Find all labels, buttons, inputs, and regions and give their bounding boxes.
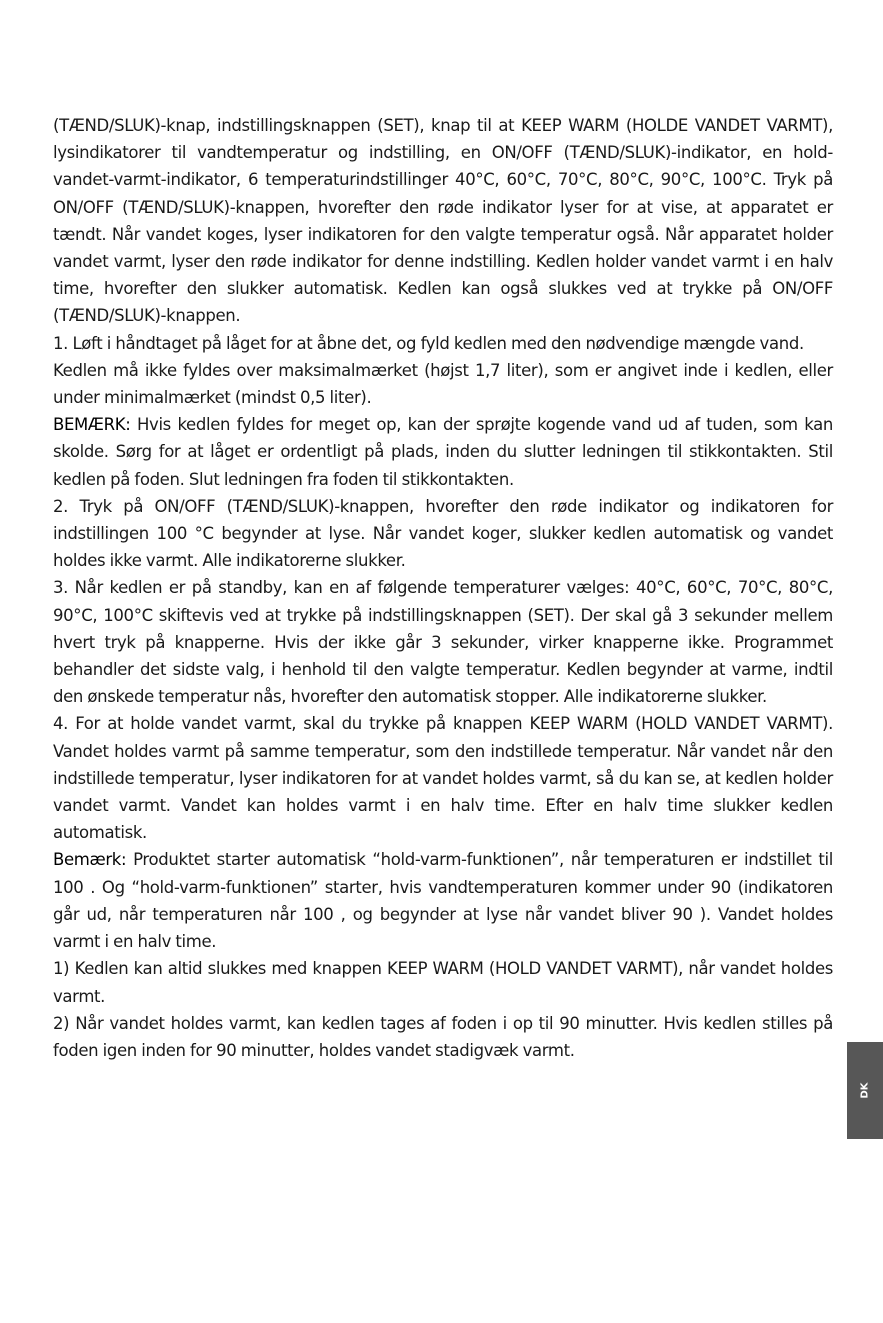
manual-page-body [53, 112, 833, 1064]
language-section-tab [847, 1042, 883, 1139]
note-text: Produktet starter automatisk “hold-varm-funktionen”, når temperaturen er indstillet til 100 . Og “hold-varm-funktionen” starter, hvis vandtemperaturen kommer under 90 (indikatoren går ud, når temperaturen når 100 , og begynder at lyse når vandet bliver 90 ). Vandet holdes varmt i en halv time. [53, 850, 833, 952]
paragraph-substep-1: 1) Kedlen kan altid slukkes med knappen KEEP WARM (HOLD VANDET VARMT), når vandet holdes varmt. [53, 959, 833, 1006]
paragraph-step-4: 4. For at holde vandet varmt, skal du trykke på knappen KEEP WARM (HOLD VANDET VARMT). Vandet holdes varmt på samme temperatur, som den indstillede temperatur. Når vandet når den indstillede temperatur, lyser indikatoren for at vandet holdes varmt, så du kan se, at kedlen holder vandet varmt. Vandet kan holdes varmt i en halv time. Efter en halv time slukker kedlen automatisk. [53, 714, 833, 843]
paragraph-fill-limits: Kedlen må ikke fyldes over maksimalmærket (højst 1,7 liter), som er angivet inde i kedlen, eller under minimalmærket (mindst 0,5 liter). [53, 360, 833, 408]
paragraph-note-overfill [53, 411, 833, 493]
note-text: Hvis kedlen fyldes for meget op, kan der sprøjte kogende vand ud af tuden, som kan skolde. Sørg for at låget er ordentligt på plads, inden du slutter ledningen til stikkontakten. Stil kedlen på foden. Slut ledningen fra foden til stikkontakten. [53, 415, 833, 489]
note-label: Bemærk: [53, 850, 127, 870]
paragraph-step-2: 2. Tryk på ON/OFF (TÆND/SLUK)-knappen, hvorefter den røde indikator og indikatoren for indstillingen 100 °C begynder at lyse. Når vandet koger, slukker kedlen automatisk og vandet holdes ikke varmt. Alle indikatorerne slukker. [53, 496, 833, 571]
paragraph-step-1: 1. Løft i håndtaget på låget for at åbne det, og fyld kedlen med den nødvendige mængde vand. [53, 333, 804, 353]
paragraph-substep-2: 2) Når vandet holdes varmt, kan kedlen tages af foden i op til 90 minutter. Hvis kedlen stilles på foden igen inden for 90 minutter, holdes vandet stadigvæk varmt. [53, 1013, 833, 1060]
note-label: BEMÆRK: [53, 415, 131, 435]
paragraph-note-keep-warm [53, 846, 833, 955]
paragraph-step-3: 3. Når kedlen er på standby, kan en af følgende temperaturer vælges: 40°C, 60°C, 70°C, 80°C, 90°C, 100°C skiftevis ved at trykke på indstillingsknappen (SET). Der skal gå 3 sekunder mellem hvert tryk på knapperne. Hvis der ikke går 3 sekunder, virker knapperne ikke. Programmet behandler det sidste valg, i henhold til den valgte temperatur. Kedlen begynder at varme, indtil den ønskede temperatur nås, hvorefter den automatisk stopper. Alle indikatorerne slukker. [53, 578, 833, 707]
paragraph-controls-overview: (TÆND/SLUK)-knap, indstillingsknappen (SET), knap til at KEEP WARM (HOLDE VANDET VARMT), lysindikatorer til vandtemperatur og indstilling, en ON/OFF (TÆND/SLUK)-indikator, en hold-vandet-varmt-indikator, 6 temperaturindstillinger 40°C, 60°C, 70°C, 80°C, 90°C, 100°C. Tryk på ON/OFF (TÆND/SLUK)-knappen, hvorefter den røde indikator lyser for at vise, at apparatet er tændt. Når vandet koges, lyser indikatoren for den valgte temperatur også. Når apparatet holder vandet varmt, lyser den røde indikator for denne indstilling. Kedlen holder vandet varmt i en halv time, hvorefter den slukker automatisk. Kedlen kan også slukkes ved at trykke på ON/OFF (TÆND/SLUK)-knappen. [53, 116, 833, 326]
language-tab-label: DK [859, 1082, 871, 1099]
